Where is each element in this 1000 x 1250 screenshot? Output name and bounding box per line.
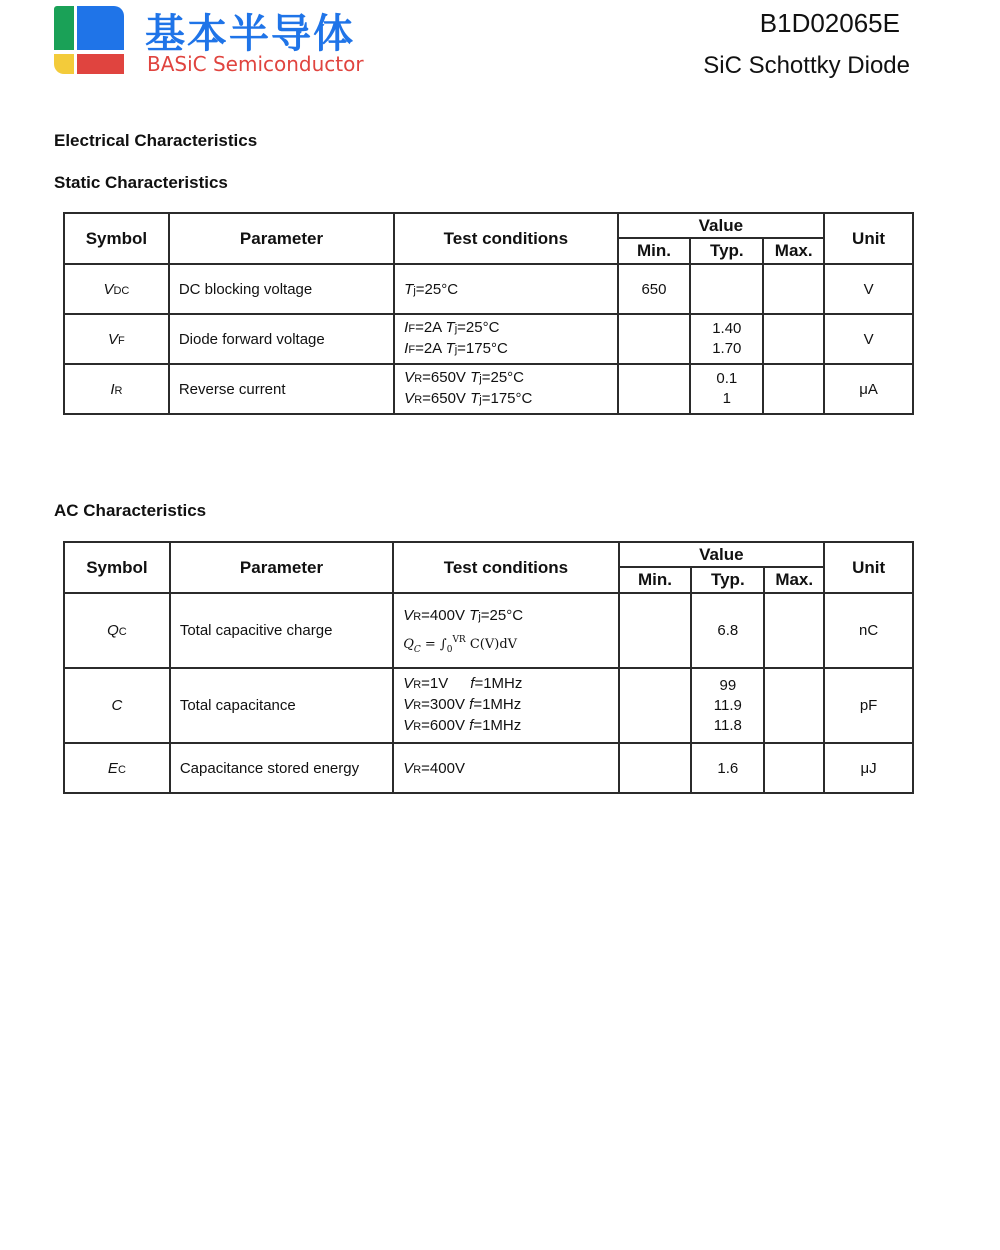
parameter-cell: DC blocking voltage (169, 264, 394, 314)
col-max: Max. (763, 238, 824, 264)
max-cell (763, 314, 824, 364)
test-condition-cell: Tj=25°C (394, 264, 617, 314)
ac-characteristics-heading: AC Characteristics (54, 501, 207, 520)
unit-cell: μA (824, 364, 913, 414)
col-typ: Typ. (690, 238, 763, 264)
parameter-cell: Total capacitance (170, 668, 393, 743)
parameter-cell: Total capacitive charge (170, 593, 393, 668)
device-type: SiC Schottky Diode (703, 52, 910, 79)
test-condition-cell: VR=1V f=1MHz VR=300V f=1MHz VR=600V f=1MHz (393, 668, 618, 743)
max-cell (763, 364, 824, 414)
max-cell (764, 743, 824, 793)
typ-cell: 1.40 1.70 (690, 314, 763, 364)
symbol-cell: VF (64, 314, 169, 364)
col-parameter: Parameter (169, 213, 394, 264)
col-parameter: Parameter (170, 542, 393, 593)
min-cell (619, 593, 692, 668)
col-max: Max. (764, 567, 824, 593)
unit-cell: nC (824, 593, 913, 668)
typ-cell: 0.1 1 (690, 364, 763, 414)
symbol-cell: QC (64, 593, 170, 668)
min-cell (618, 364, 691, 414)
symbol-cell: VDC (64, 264, 169, 314)
col-test-conditions: Test conditions (393, 542, 618, 593)
parameter-cell: Diode forward voltage (169, 314, 394, 364)
col-unit: Unit (824, 213, 913, 264)
static-characteristics-table (63, 212, 914, 415)
table-header-row (64, 213, 913, 238)
unit-cell: pF (824, 668, 913, 743)
electrical-characteristics-heading: Electrical Characteristics (54, 131, 258, 150)
parameter-cell: Capacitance stored energy (170, 743, 393, 793)
static-characteristics-heading: Static Characteristics (54, 173, 228, 192)
part-number: B1D02065E (759, 8, 900, 38)
ac-characteristics-table (63, 541, 914, 794)
table-row (64, 314, 913, 364)
col-symbol: Symbol (64, 213, 169, 264)
min-cell (618, 314, 691, 364)
col-test-conditions: Test conditions (394, 213, 617, 264)
col-symbol: Symbol (64, 542, 170, 593)
col-value: Value (618, 213, 825, 238)
test-condition-cell: VR=400V Tj=25°C $Q_C = \int_0^{VR}$ C(V)dV (393, 593, 618, 668)
table-row (64, 264, 913, 314)
typ-cell: 1.6 (691, 743, 764, 793)
test-condition-cell: VR=400V (393, 743, 618, 793)
typ-cell (690, 264, 763, 314)
col-min: Min. (619, 567, 692, 593)
symbol-cell: C (64, 668, 170, 743)
max-cell (764, 593, 824, 668)
unit-cell: μJ (824, 743, 913, 793)
typ-cell: 99 11.9 11.8 (691, 668, 764, 743)
col-min: Min. (618, 238, 691, 264)
test-condition-cell: VR=650V Tj=25°C VR=650V Tj=175°C (394, 364, 617, 414)
col-value: Value (619, 542, 825, 567)
min-cell: 650 (618, 264, 691, 314)
parameter-cell: Reverse current (169, 364, 394, 414)
company-name-cn: 基本半导体 (145, 11, 355, 57)
table-header-row (64, 542, 913, 567)
table-row (64, 743, 913, 793)
max-cell (764, 668, 824, 743)
company-logo-icon (54, 6, 124, 76)
table-row (64, 668, 913, 743)
col-typ: Typ. (691, 567, 764, 593)
table-row (64, 364, 913, 414)
charge-formula: $Q_C = \int_0^{VR}$ C(V)dV (403, 635, 518, 655)
min-cell (619, 743, 692, 793)
symbol-cell: EC (64, 743, 170, 793)
table-row (64, 593, 913, 668)
unit-cell: V (824, 314, 913, 364)
test-condition-cell: IF=2A Tj=25°C IF=2A Tj=175°C (394, 314, 617, 364)
typ-cell: 6.8 (691, 593, 764, 668)
min-cell (619, 668, 692, 743)
col-unit: Unit (824, 542, 913, 593)
symbol-cell: IR (64, 364, 169, 414)
company-name-en: BASiC Semiconductor (147, 52, 364, 76)
max-cell (763, 264, 824, 314)
unit-cell: V (824, 264, 913, 314)
